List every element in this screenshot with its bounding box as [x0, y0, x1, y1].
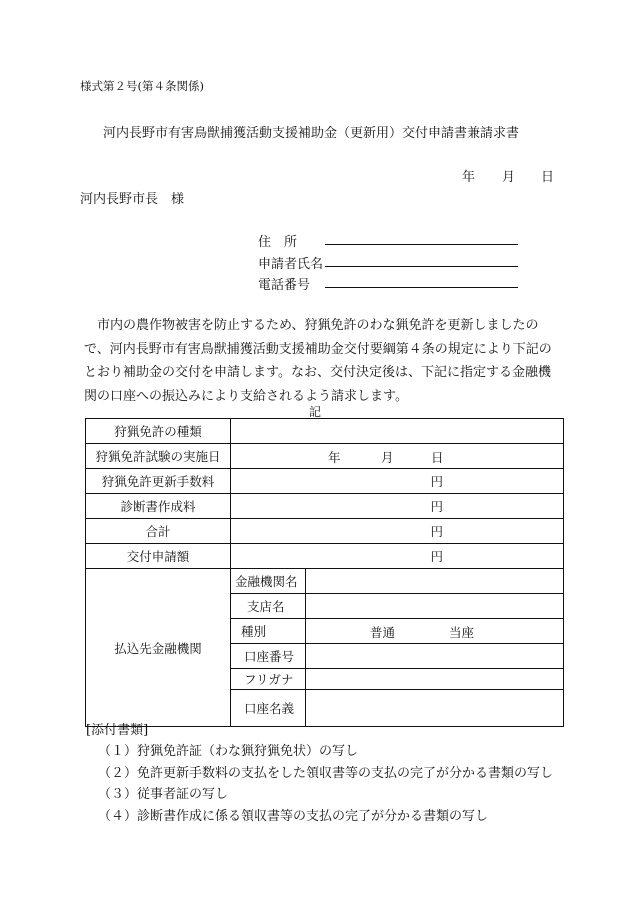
date-month-label: 月 — [502, 170, 516, 185]
total-field[interactable] — [231, 519, 564, 544]
exam-month-unit: 月 — [381, 450, 394, 465]
account-number-label: 口座番号 — [231, 644, 306, 669]
table-row — [86, 444, 564, 469]
form-number: 様式第２号(第４条関係) — [80, 79, 204, 93]
medical-fee-field[interactable] — [231, 494, 564, 519]
renewal-fee-label: 狩猟免許更新手数料 — [86, 469, 231, 494]
attachment-item: （４）診断書作成に係る領収書等の支払の完了が分かる書類の写し — [98, 809, 489, 824]
furigana-label: フリガナ — [231, 669, 306, 690]
table-row — [86, 519, 564, 544]
account-type-field[interactable] — [306, 619, 564, 644]
exam-day-unit: 日 — [431, 450, 444, 465]
account-number-field[interactable] — [306, 644, 564, 669]
body-paragraph: 市内の農作物被害を防止するため、狩猟免許のわな猟免許を更新しましたので、河内長野市有害鳥獣捕獲活動支援補助金交付要綱第４条の規定により下記のとおり補助金の交付を申請します。なお、交付決定後は、下記に指定する金融機関の口座への振込みにより支給されるよう請求します。 — [84, 318, 552, 404]
account-type-label: 種別 — [231, 619, 306, 644]
license-type-field[interactable] — [231, 419, 564, 444]
table-row — [86, 419, 564, 444]
exam-date-label: 狩猟免許試験の実施日 — [86, 444, 231, 469]
requested-amount-field[interactable] — [231, 544, 564, 569]
bank-name-field[interactable] — [306, 569, 564, 594]
account-holder-label: 口座名義 — [231, 690, 306, 727]
yen-unit: 円 — [430, 524, 443, 539]
futsu-option[interactable]: 普通 — [370, 625, 396, 640]
bank-name-label: 金融機関名 — [231, 569, 306, 594]
attachments-heading: [添付書類] — [86, 723, 149, 738]
touza-option[interactable]: 当座 — [449, 625, 475, 640]
attachment-item: （１）狩猟免許証（わな猟狩猟免状）の写し — [98, 744, 359, 759]
applicant-name-label: 申請者氏名 — [258, 257, 324, 272]
total-label: 合計 — [86, 519, 231, 544]
furigana-field[interactable] — [306, 669, 564, 690]
yen-unit: 円 — [430, 499, 443, 514]
address-label: 住 所 — [258, 235, 298, 250]
addressee: 河内長野市長 様 — [80, 192, 185, 207]
yen-unit: 円 — [430, 549, 443, 564]
date-year-label: 年 — [462, 170, 476, 185]
phone-line[interactable] — [325, 287, 518, 288]
bank-section-label: 払込先金融機関 — [86, 569, 231, 727]
yen-unit: 円 — [430, 474, 443, 489]
applicant-name-line[interactable] — [325, 266, 518, 267]
table-row — [86, 544, 564, 569]
renewal-fee-field[interactable] — [231, 469, 564, 494]
license-type-label: 狩猟免許の種類 — [86, 419, 231, 444]
account-holder-field[interactable] — [306, 690, 564, 727]
date-day-label: 日 — [541, 170, 555, 185]
medical-fee-label: 診断書作成料 — [86, 494, 231, 519]
branch-label: 支店名 — [231, 594, 306, 619]
table-row — [86, 569, 564, 594]
requested-amount-label: 交付申請額 — [86, 544, 231, 569]
document-title: 河内長野市有害鳥獣捕獲活動支援補助金（更新用）交付申請書兼請求書 — [103, 126, 520, 141]
phone-label: 電話番号 — [258, 278, 311, 293]
exam-year-unit: 年 — [328, 450, 341, 465]
table-row — [86, 494, 564, 519]
application-table — [85, 418, 564, 727]
table-row — [86, 469, 564, 494]
exam-date-field[interactable] — [231, 444, 564, 469]
attachment-item: （３）従事者証の写し — [98, 787, 229, 802]
branch-field[interactable] — [306, 594, 564, 619]
address-line[interactable] — [325, 244, 518, 245]
attachment-item: （２）免許更新手数料の支払をした領収書等の支払の完了が分かる書類の写し — [98, 766, 554, 781]
ki-label: 記 — [309, 405, 322, 419]
